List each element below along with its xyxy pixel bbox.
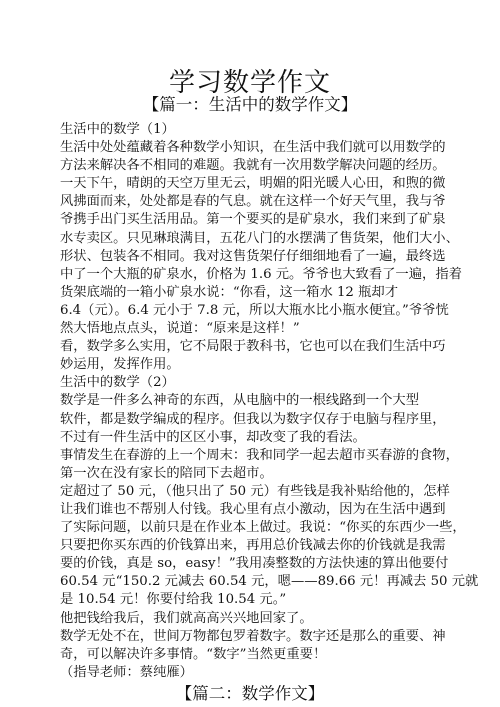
body-line: 6.4（元）。6.4 元小于 7.8 元，所以大瓶水比小瓶水便宜。”爷爷恍 (60, 302, 449, 318)
body-line: 生活中的数学（1） (60, 122, 175, 137)
body-line: 形状、包装各不相同。我对这售货架仔仔细细地看了一遍，最终选 (60, 248, 446, 264)
body-line: 中了一个大瓶的矿泉水，价格为 1.6 元。爷爷也大致看了一遍，指着 (60, 266, 462, 282)
body-line: 事情发生在春游的上一个周末：我和同学一起去超市买春游的食物， (60, 447, 459, 463)
body-line: 水专卖区。只见琳琅满目，五花八门的水摆满了售货架，他们大小、 (60, 230, 459, 246)
body-line: 他把钱给我后，我们就高高兴兴地回家了。 (60, 610, 313, 626)
body-line: 风拂面而来，处处都是春的气息。就在这样一个好天气里，我与爷 (60, 194, 446, 210)
body-line: 数学无处不在，世间万物都包罗着数字。数字还是那么的重要、神 (60, 628, 446, 644)
body-line: 软件，都是数学编成的程序。但我以为数字仅存于电脑与程序里， (60, 411, 446, 427)
body-line: 不过有一件生活中的区区小事，却改变了我的看法。 (60, 429, 366, 445)
body-line: 生活中处处蕴藏着各种数学小知识，在生活中我们就可以用数学的 (60, 140, 446, 156)
body-line: 让我们谁也不帮别人付钱。我心里有点小激动，因为在生活中遇到 (60, 501, 446, 517)
body-line: 是 10.54 元！你要付给我 10.54 元。” (60, 592, 287, 608)
body-line: 第一次在没有家长的陪同下去超市。 (60, 465, 273, 481)
body-line: 方法来解决各不相同的难题。我就有一次用数学解决问题的经历。 (60, 158, 446, 174)
document-body (60, 121, 480, 682)
body-line: 一天下午，晴朗的天空万里无云，明媚的阳光暖人心田，和煦的微 (60, 176, 446, 192)
body-line: 妙运用，发挥作用。 (60, 357, 180, 373)
section-heading-2: 【篇二：数学作文】 (175, 684, 325, 703)
body-line: 只要把你买东西的价钱算出来，再用总价钱减去你的价钱就是我需 (60, 538, 446, 554)
body-line: 要的价钱，真是 so，easy！”我用凑整数的方法快速的算出他要付 (60, 556, 449, 572)
body-line: 生活中的数学（2） (60, 375, 175, 391)
body-line: （指导老师：蔡纯雁） (60, 664, 193, 680)
body-line: 然大悟地点点头，说道：“原来是这样！” (60, 321, 300, 337)
body-line: 了实际问题，以前只是在作业本上做过。我说：“你买的东西少一些， (60, 520, 466, 536)
section-heading-1: 【篇一：生活中的数学作文】 (142, 95, 358, 114)
body-line: 数学是一件多么神奇的东西，从电脑中的一根线路到一个大型 (60, 393, 420, 409)
body-line: 60.54 元“150.2 元减去 60.54 元，嗯——89.66 元！再减去 50 元就 (60, 574, 479, 590)
body-line: 奇，可以解决许多事情。“数字”当然更重要！ (60, 646, 327, 662)
document-title: 学习数学作文 (168, 68, 331, 98)
body-line: 货架底端的一箱小矿泉水说：“你看，这一箱水 12 瓶却才 (60, 284, 398, 300)
body-line: 爷携手出门买生活用品。第一个要买的是矿泉水，我们来到了矿泉 (60, 212, 446, 228)
body-line: 看，数学多么实用，它不局限于教科书，它也可以在我们生活中巧 (60, 339, 446, 355)
body-line: 定超过了 50 元，（他只出了 50 元）有些钱是我补贴给他的，怎样 (60, 483, 450, 499)
